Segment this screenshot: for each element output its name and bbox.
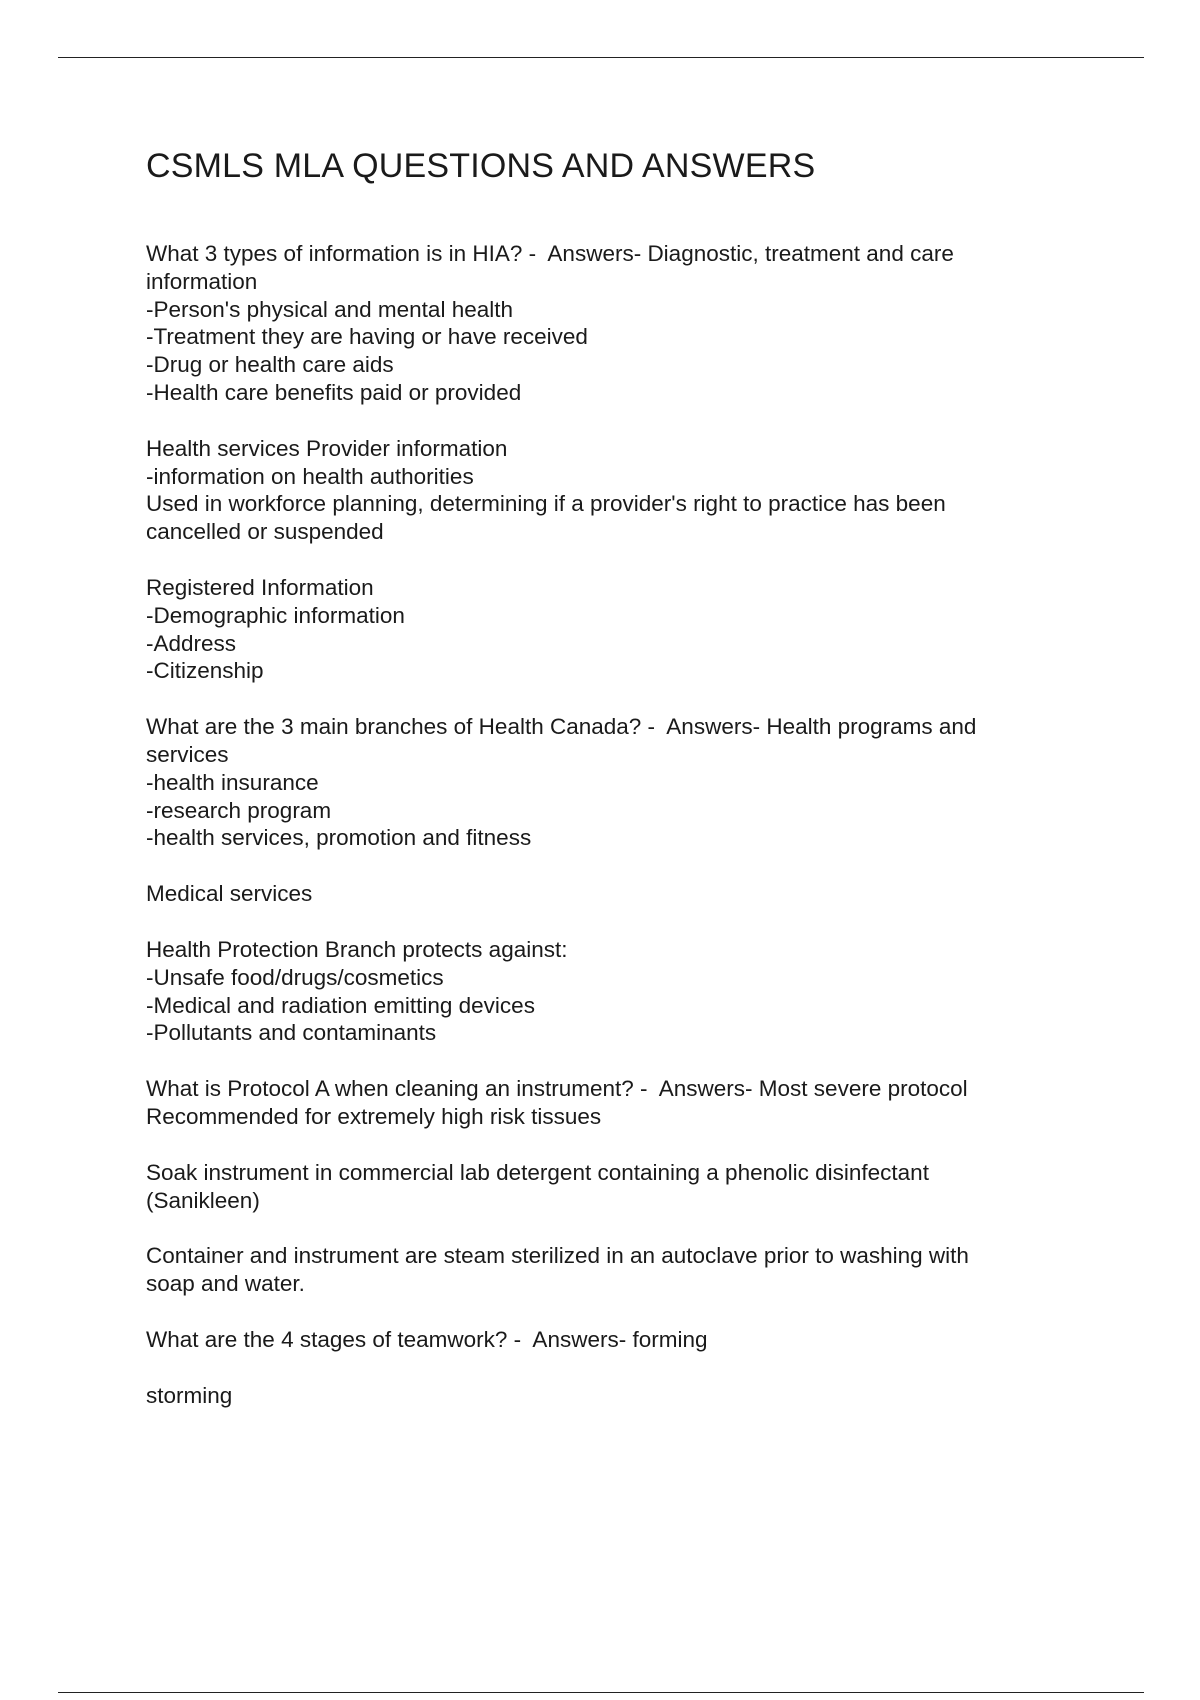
text-line: services (146, 741, 229, 767)
text-line: -Address (146, 630, 237, 656)
qa-paragraph (146, 1326, 1076, 1354)
text-line: Registered Information (146, 574, 374, 600)
text-line: -Demographic information (146, 602, 405, 628)
text-line: What are the 3 main branches of Health Canada? - Answers- Health programs and (146, 714, 977, 740)
text-line: (Sanikleen) (146, 1187, 260, 1213)
qa-paragraph (146, 713, 1076, 852)
text-line: cancelled or suspended (146, 519, 384, 545)
qa-paragraph (146, 936, 1076, 1047)
text-line: -research program (146, 797, 332, 823)
qa-paragraph (146, 1075, 1076, 1131)
qa-paragraph (146, 1242, 1076, 1298)
text-line: -health insurance (146, 769, 319, 795)
document-title: CSMLS MLA QUESTIONS AND ANSWERS (146, 147, 816, 185)
text-line: -Health care benefits paid or provided (146, 379, 522, 405)
qa-paragraph (146, 1382, 1076, 1410)
qa-paragraph (146, 880, 1076, 908)
text-line: -Medical and radiation emitting devices (146, 992, 535, 1018)
text-line: -Citizenship (146, 658, 264, 684)
text-line: Recommended for extremely high risk tissues (146, 1103, 602, 1129)
qa-paragraph (146, 240, 1076, 407)
text-line: What 3 types of information is in HIA? - Answers- Diagnostic, treatment and care (146, 241, 954, 266)
text-line: Used in workforce planning, determining if a provider's right to practice has been (146, 491, 946, 517)
qa-body (146, 240, 1076, 1410)
text-line: -Person's physical and mental health (146, 296, 513, 322)
text-line: Medical services (146, 881, 313, 907)
text-line: Container and instrument are steam sterilized in an autoclave prior to washing with (146, 1243, 969, 1269)
bottom-divider (58, 1692, 1144, 1693)
text-line: What are the 4 stages of teamwork? - Answers- forming (146, 1326, 708, 1352)
text-line: Health Protection Branch protects against: (146, 936, 568, 962)
text-line: -Unsafe food/drugs/cosmetics (146, 964, 444, 990)
qa-paragraph (146, 435, 1076, 546)
text-line: What is Protocol A when cleaning an instrument? - Answers- Most severe protocol (146, 1076, 968, 1102)
top-divider (58, 57, 1144, 58)
text-line: storming (146, 1382, 233, 1408)
text-line: soap and water. (146, 1271, 305, 1297)
qa-paragraph (146, 574, 1076, 685)
text-line: Health services Provider information (146, 435, 508, 461)
text-line: -information on health authorities (146, 463, 474, 489)
text-line: -Drug or health care aids (146, 352, 394, 378)
text-line: -Pollutants and contaminants (146, 1020, 437, 1046)
text-line: Soak instrument in commercial lab detergent containing a phenolic disinfectant (146, 1159, 929, 1185)
text-line: -health services, promotion and fitness (146, 825, 532, 851)
qa-paragraph (146, 1159, 1076, 1215)
page-content (146, 138, 1076, 1438)
text-line: -Treatment they are having or have received (146, 324, 588, 350)
text-line: information (146, 268, 258, 294)
